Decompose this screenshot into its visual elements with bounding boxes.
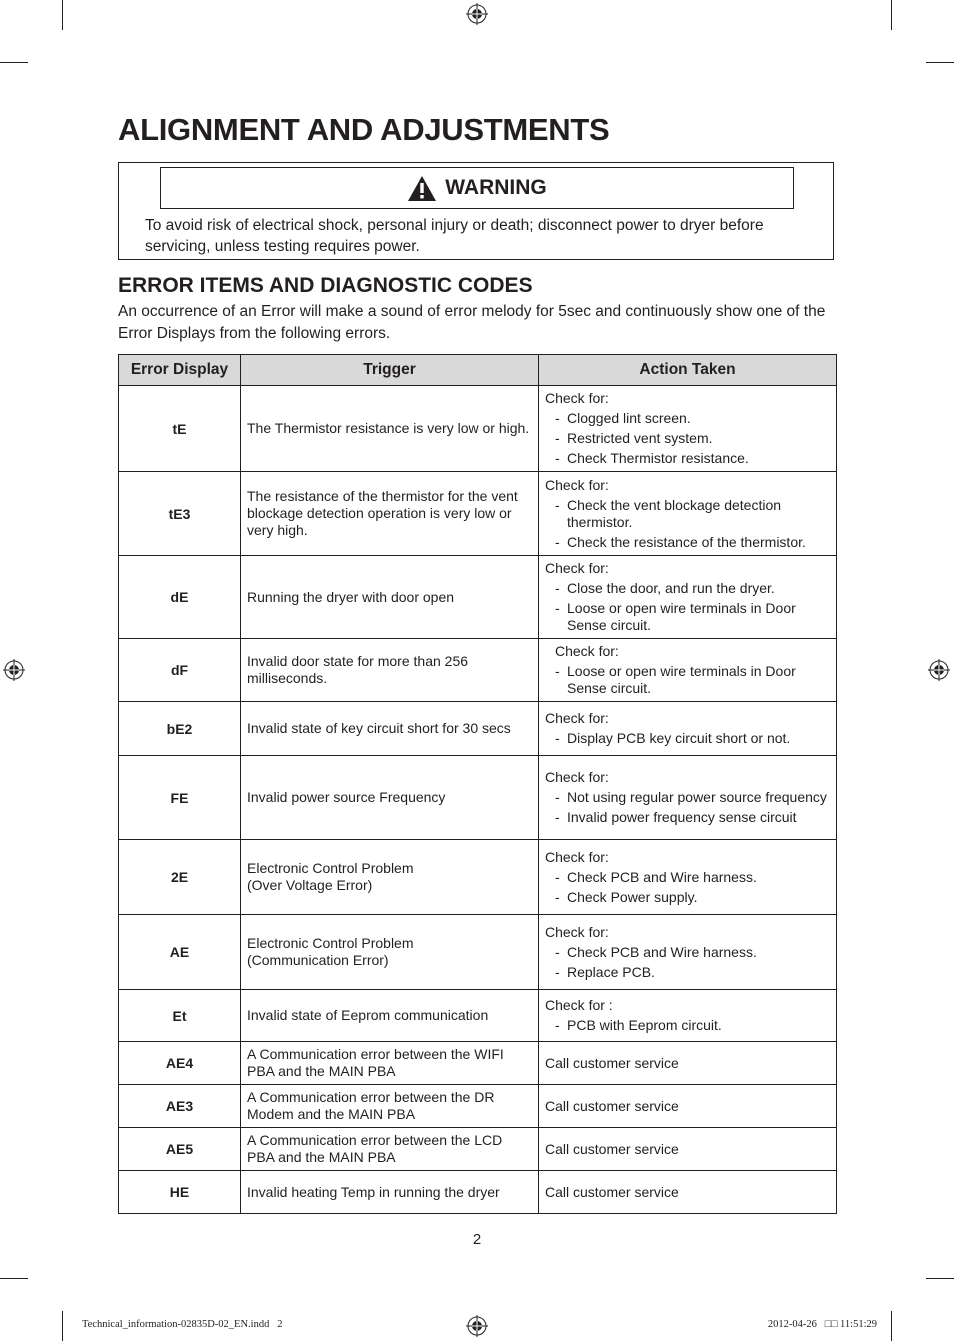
error-trigger: Invalid state of key circuit short for 30 secs [241, 702, 539, 756]
action-bullet: - Restricted vent system. [545, 430, 830, 447]
registration-mark-icon [928, 659, 950, 681]
action-heading: Call customer service [545, 1054, 679, 1071]
error-trigger: Invalid state of Eeprom communication [241, 990, 539, 1042]
error-code: AE3 [119, 1085, 241, 1128]
action-heading: Check for: [545, 848, 609, 865]
page-number: 2 [472, 1231, 482, 1248]
action-heading: Call customer service [545, 1097, 679, 1114]
warning-title: WARNING [445, 176, 547, 199]
error-action [539, 386, 837, 472]
table-row [119, 639, 837, 702]
action-heading: Check for: [545, 710, 609, 726]
action-bullet: - Check Power supply. [545, 889, 830, 906]
action-bullet: - Invalid power frequency sense circuit [545, 809, 830, 826]
action-heading: Call customer service [545, 1183, 679, 1200]
error-action [539, 472, 837, 556]
table-row [119, 1085, 837, 1128]
error-code-table [118, 354, 837, 1214]
error-action [539, 639, 837, 702]
action-heading: Check for : [545, 997, 613, 1013]
error-code: bE2 [119, 702, 241, 756]
table-header-row [119, 355, 837, 386]
error-code: FE [119, 756, 241, 840]
table-row [119, 556, 837, 639]
header-error-display: Error Display [119, 355, 241, 386]
action-bullet: - Check the vent blockage detection thermistor. [545, 497, 830, 531]
action-bullet: - Clogged lint screen. [545, 410, 830, 427]
table-row [119, 1171, 837, 1214]
table-row [119, 386, 837, 472]
error-code: AE5 [119, 1128, 241, 1171]
error-trigger: Electronic Control Problem (Communication Error) [241, 915, 539, 990]
error-action [539, 702, 837, 756]
error-code: Et [119, 990, 241, 1042]
error-action [539, 1128, 837, 1171]
action-heading: Call customer service [545, 1140, 679, 1157]
action-bullet: - Close the door, and run the dryer. [545, 580, 830, 597]
warning-text: To avoid risk of electrical shock, personal injury or death; disconnect power to dryer before servicing, unless testing requires power. [145, 217, 764, 255]
error-code: tE [119, 386, 241, 472]
table-row [119, 1128, 837, 1171]
crop-mark [0, 1278, 28, 1279]
action-heading: Check for: [545, 476, 609, 493]
error-action [539, 990, 837, 1042]
error-trigger: The resistance of the thermistor for the vent blockage detection operation is very low or very high. [241, 472, 539, 556]
registration-mark-icon [3, 659, 25, 681]
warning-triangle-icon [407, 175, 437, 202]
warning-box [118, 162, 834, 260]
error-action [539, 556, 837, 639]
error-code: AE [119, 915, 241, 990]
error-action [539, 915, 837, 990]
error-code: tE3 [119, 472, 241, 556]
error-action [539, 1171, 837, 1214]
error-trigger: A Communication error between the LCD PBA and the MAIN PBA [241, 1128, 539, 1171]
error-code: 2E [119, 840, 241, 915]
action-bullet: - Check PCB and Wire harness. [545, 869, 830, 886]
page-title: ALIGNMENT AND ADJUSTMENTS [118, 112, 610, 147]
error-action [539, 756, 837, 840]
table-row [119, 990, 837, 1042]
action-bullet: - Loose or open wire terminals in Door Sense circuit. [545, 600, 830, 634]
registration-mark-icon [466, 3, 488, 25]
table-row [119, 1042, 837, 1085]
error-code: AE4 [119, 1042, 241, 1085]
section-title: ERROR ITEMS AND DIAGNOSTIC CODES [118, 274, 533, 297]
registration-mark-icon [466, 1315, 488, 1337]
error-trigger: Invalid power source Frequency [241, 756, 539, 840]
error-code: HE [119, 1171, 241, 1214]
action-heading: Check for: [545, 769, 609, 785]
error-trigger: Invalid heating Temp in running the dryer [241, 1171, 539, 1214]
table-row [119, 840, 837, 915]
section-intro: An occurrence of an Error will make a sound of error melody for 5sec and continuously show one of the Error Displays from the following errors. [118, 303, 826, 342]
error-trigger: The Thermistor resistance is very low or high. [241, 386, 539, 472]
error-action [539, 1085, 837, 1128]
action-bullet: - Loose or open wire terminals in Door Sense circuit. [545, 663, 830, 697]
error-code: dE [119, 556, 241, 639]
error-trigger: Invalid door state for more than 256 milliseconds. [241, 639, 539, 702]
crop-mark [0, 62, 28, 63]
crop-mark [62, 1311, 63, 1341]
action-bullet: - Replace PCB. [545, 964, 830, 981]
error-trigger: Running the dryer with door open [241, 556, 539, 639]
footer-timestamp: 2012-04-26 □□ 11:51:29 [767, 1319, 877, 1330]
action-heading: Check for: [545, 923, 609, 940]
action-bullet: - Display PCB key circuit short or not. [545, 730, 830, 747]
table-row [119, 915, 837, 990]
error-trigger: Electronic Control Problem (Over Voltage Error) [241, 840, 539, 915]
error-code: dF [119, 639, 241, 702]
crop-mark [926, 62, 954, 63]
error-trigger: A Communication error between the DR Modem and the MAIN PBA [241, 1085, 539, 1128]
action-heading: Check for: [555, 643, 619, 659]
action-bullet: - Check Thermistor resistance. [545, 450, 830, 467]
table-row [119, 472, 837, 556]
action-bullet: - Check PCB and Wire harness. [545, 944, 830, 961]
action-bullet: - Check the resistance of the thermistor. [545, 534, 830, 551]
table-row [119, 702, 837, 756]
error-action [539, 1042, 837, 1085]
action-bullet: - Not using regular power source frequency [545, 789, 830, 806]
crop-mark [926, 1278, 954, 1279]
crop-mark [62, 0, 63, 30]
table-row [119, 756, 837, 840]
error-action [539, 840, 837, 915]
crop-mark [891, 1311, 892, 1341]
footer-file-name: Technical_information-02835D-02_EN.indd 2 [82, 1319, 283, 1330]
action-heading: Check for: [545, 560, 609, 576]
action-bullet: - PCB with Eeprom circuit. [545, 1017, 830, 1034]
header-action-taken: Action Taken [539, 355, 837, 386]
warning-header [160, 167, 794, 209]
error-trigger: A Communication error between the WIFI PBA and the MAIN PBA [241, 1042, 539, 1085]
crop-mark [891, 0, 892, 30]
action-heading: Check for: [545, 390, 609, 406]
header-trigger: Trigger [241, 355, 539, 386]
